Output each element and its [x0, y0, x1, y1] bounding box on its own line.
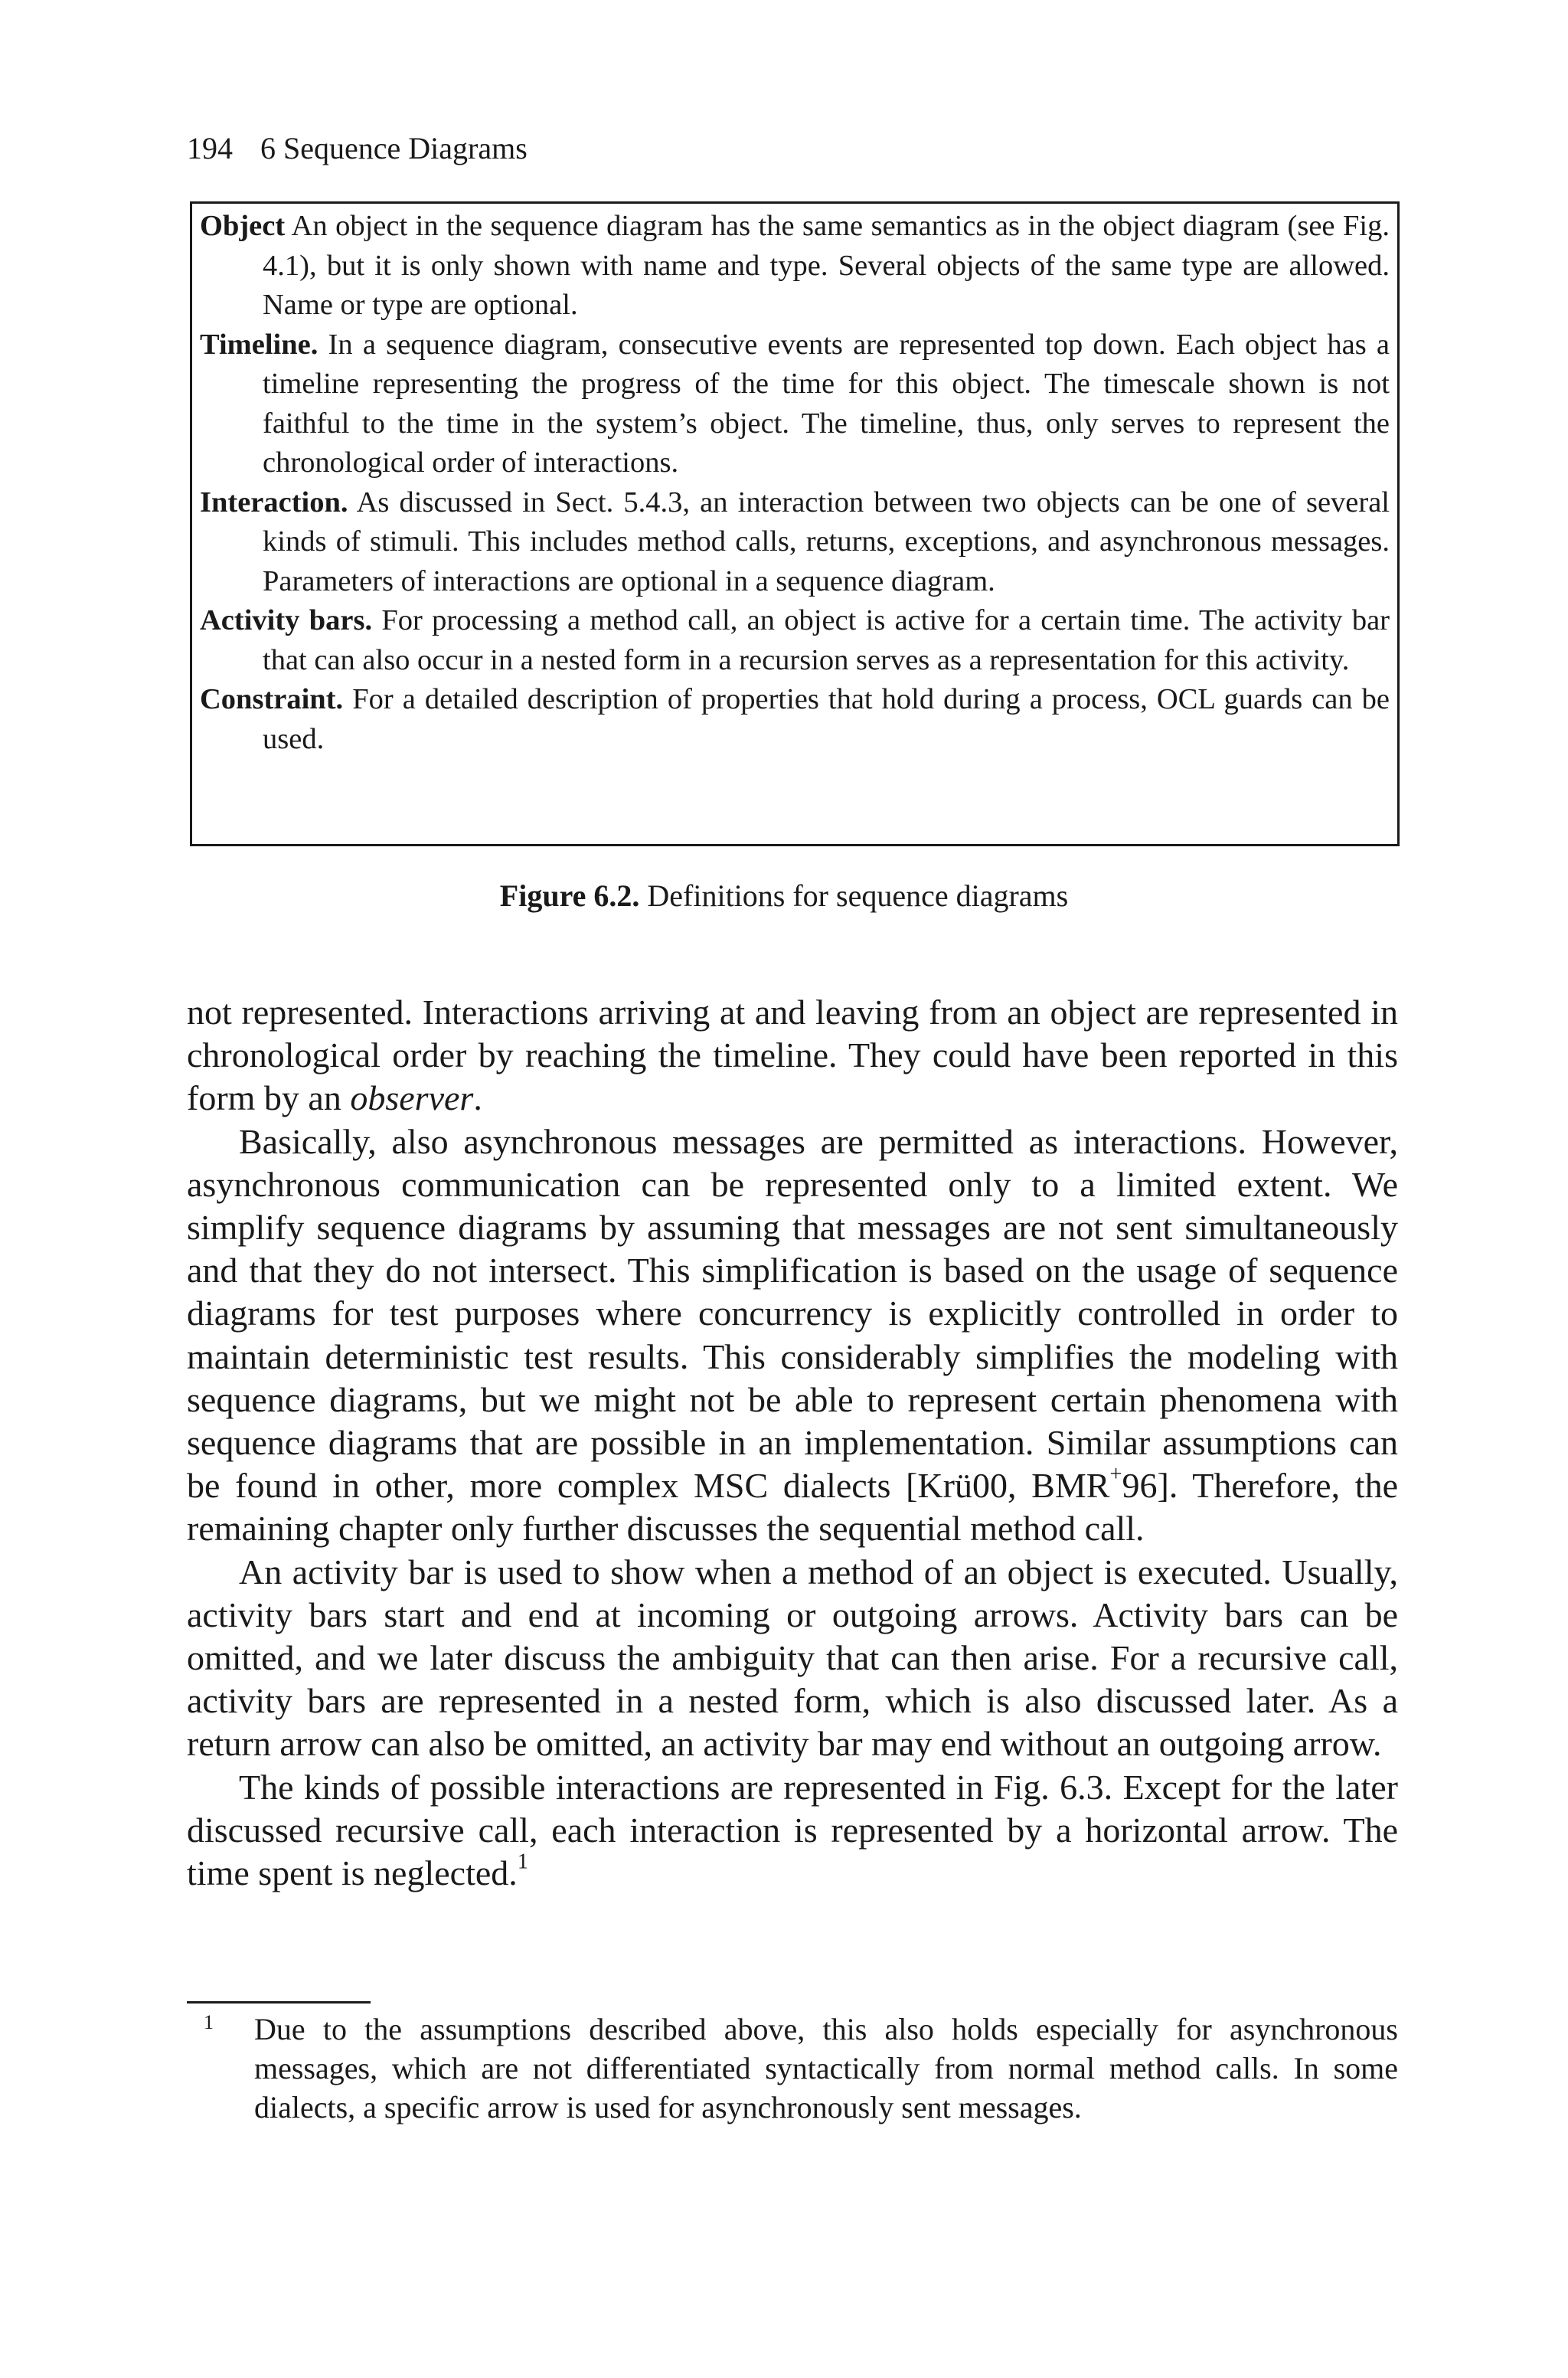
running-head — [187, 129, 528, 168]
paragraph-text: not represented. Interactions arriving at and leaving from an object are represented in chronological order by reaching the timeline. They could have been reported in this form by an — [187, 993, 1398, 1118]
figure-caption — [0, 876, 1568, 916]
chapter-title: 6 Sequence Diagrams — [260, 131, 528, 165]
body-text — [187, 991, 1398, 1895]
superscript-plus: + — [1109, 1462, 1122, 1487]
footnote-text: Due to the assumptions described above, this also holds especially for asynchronous messages, which are not differentiated syntactically from normal method calls. In some dialects, a specific arrow is used for asynchronously sent messages. — [254, 2012, 1398, 2124]
definition-text: As discussed in Sect. 5.4.3, an interaction between two objects can be one of several kinds of stimuli. This includes method calls, returns, exceptions, and asynchronous messages. Parameters of interactions are optional in a sequence diagram. — [263, 486, 1390, 597]
definition-timeline — [200, 325, 1390, 483]
footnote-rule — [187, 2001, 371, 2003]
definition-interaction — [200, 483, 1390, 602]
definition-text: In a sequence diagram, consecutive events are represented top down. Each object has a timeline representing the progress of the time for this object. The timescale shown is not faithful to the time in the system’s object. The timeline, thus, only serves to represent the chronological order of interactions. — [263, 328, 1390, 479]
definition-text: An object in the sequence diagram has the same semantics as in the object diagram (see Fig. 4.1), but it is only shown with name and type. Several objects of the same type are allowed. Name or type are optional. — [263, 210, 1390, 321]
definition-text: For processing a method call, an object is active for a certain time. The activity bar that can also occur in a nested form in a recursion serves as a representation for this activity. — [263, 604, 1390, 676]
footnote: 1 Due to the assumptions described above, this also holds especially for asynchronous messages, which are not differentiated syntactically from normal method calls. In some dialects, a specific arrow is used for asynchronously sent messages. — [204, 2011, 1398, 2124]
paragraph-end: . — [473, 1078, 482, 1118]
footnote-reference: 1 — [517, 1850, 529, 1874]
definition-term: Timeline. — [200, 328, 318, 361]
figure-caption-text: Definitions for sequence diagrams — [647, 878, 1069, 913]
definition-text: For a detailed description of properties that hold during a process, OCL guards can be used. — [263, 683, 1390, 755]
paragraph-text: The kinds of possible interactions are represented in Fig. 6.3. Except for the later discussed recursive call, each interaction is represented by a horizontal arrow. The time spent is neglected. — [187, 1767, 1398, 1893]
paragraph-text: Basically, also asynchronous messages are permitted as interactions. However, asynchronous communication can be represented only to a limited extent. We simplify sequence diagrams by assuming that messages are not sent simultaneously and that they do not intersect. This simplification is based on the usage of sequence diagrams for test purposes where concurrency is explicitly controlled in order to maintain deterministic test results. This considerably simplifies the modeling with sequence diagrams, but we might not be able to represent certain phenomena with sequence diagrams that are possible in an implementation. Similar assumptions can be found in other, more complex MSC dialects [Krü00, BMR — [187, 1121, 1398, 1506]
definition-term: Object — [200, 210, 286, 242]
definition-constraint — [200, 680, 1390, 759]
definition-activity-bars — [200, 601, 1390, 680]
paragraph: An activity bar is used to show when a method of an object is executed. Usually, activity bars start and end at incoming or outgoing arrows. Activity bars can be omitted, and we later discuss the ambiguity that can then arise. For a recursive call, activity bars are represented in a nested form, which is also discussed later. As a return arrow can also be omitted, an activity bar may end without an outgoing arrow. — [187, 1552, 1398, 1764]
page-number: 194 — [187, 131, 233, 165]
definition-term: Constraint. — [200, 683, 344, 715]
definition-term: Interaction. — [200, 486, 348, 518]
definition-term: Activity bars. — [200, 604, 373, 636]
paragraph — [187, 1766, 1398, 1896]
paragraph — [187, 991, 1398, 1120]
definition-object — [200, 207, 1390, 325]
emphasis-observer: observer — [350, 1078, 474, 1118]
definitions-box — [190, 201, 1400, 846]
paragraph-text-continued: 96]. Therefore, the remaining chapter only further discusses the sequential method call. — [187, 1466, 1398, 1549]
figure-label: Figure 6.2. — [499, 878, 640, 913]
paragraph — [187, 1120, 1398, 1551]
